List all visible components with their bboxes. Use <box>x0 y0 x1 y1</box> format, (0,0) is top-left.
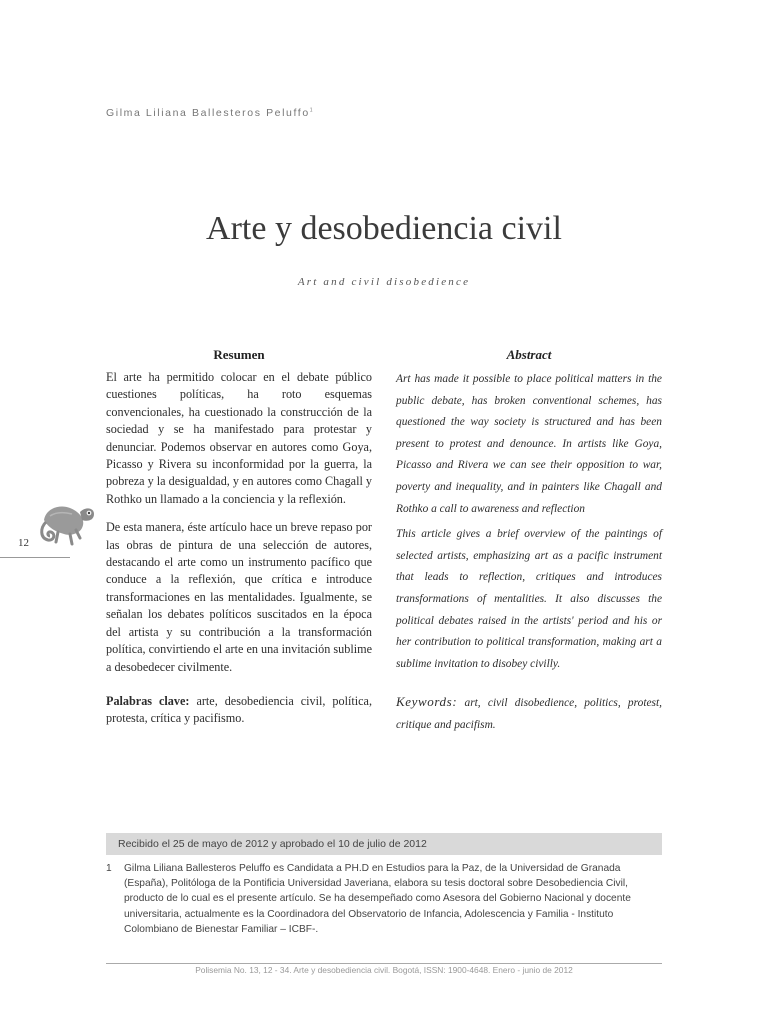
resumen-keywords <box>106 693 372 728</box>
abstract-keywords-label: Keywords: <box>396 694 458 710</box>
footnote <box>106 861 662 937</box>
chameleon-icon <box>36 494 98 553</box>
abstract-paragraph-2: This article gives a brief overview of the paintings of selected artists, emphasizing art as a pacific instrument that leads to reflection, critiques and introduces transformations of mentalities. It also discusses the political debates raised in the artists' period and his or her contribution to political transformation, making art a sublime invitation to disobey civilly. <box>396 528 662 670</box>
running-footer: Polisemia No. 13, 12 - 34. Arte y desobediencia civil. Bogotá, ISSN: 1900-4648. Enero - junio de 2012 <box>195 965 573 975</box>
abstract-heading: Abstract <box>506 347 552 362</box>
resumen-column <box>106 369 372 728</box>
author-name: Gilma Liliana Ballesteros Peluffo$^1$ <box>106 107 313 119</box>
footnote-number: 1 <box>106 863 112 874</box>
abstract-keywords <box>396 691 662 736</box>
received-date-bar: Recibido el 25 de mayo de 2012 y aprobado el 10 de julio de 2012 <box>106 833 662 855</box>
abstract-column <box>396 369 662 737</box>
resumen-heading: Resumen <box>213 347 265 362</box>
resumen-keywords-label: Palabras clave: <box>106 693 190 708</box>
footnote-text: Gilma Liliana Ballesteros Peluffo es Candidata a PH.D en Estudios para la Paz, de la Universidad de Granada (España), Politóloga de la Pontificia Universidad Javeriana, elabora su tesis doctoral sobre Desobediencia Civil, producto de lo cual es el presente artículo. Se ha desempeñado como Asesora del Gobierno Nacional y docente universitaria, actualmente es la Coordinadora del Observatorio de Infancia, Adolescencia y Familia - Instituto Colombiano de Bienestar Familiar – ICBF-. <box>124 863 631 935</box>
page-number-rule <box>0 557 70 558</box>
footer-rule <box>106 963 662 964</box>
abstract-paragraph-1: Art has made it possible to place political matters in the public debate, has broken conventional schemes, has questioned the way society is structured and has been present to protest and denounce. In artists like Goya, Picasso and Rivera we can see their opposition to war, poverty and inequality, and in painters like Chagall and Rothko a call to awareness and reflection <box>396 373 662 515</box>
resumen-paragraph-1: El arte ha permitido colocar en el debate público cuestiones políticas, ha roto esquemas convencionales, ha cuestionado la construcción de la sociedad y se ha manifestado para protestar y denunciar. Podemos observar en autores como Goya, Picasso y Rivera su inconformidad por la guerra, la pobreza y la desigualdad, y en autores como Chagall y Rothko un llamado a la conciencia y la reflexión. <box>106 370 373 506</box>
author-footnote-mark: 1 <box>309 107 313 114</box>
abstract-keywords-list: art, civil disobedience, politics, protest, critique and pacifism. <box>396 697 662 731</box>
resumen-paragraph-2: De esta manera, éste artículo hace un breve repaso por las obras de pintura de una selección de autores, destacando el arte como un instrumento pacífico que conduce a la reflexión, que crítica e introduce transformaciones en las mentalidades. Igualmente, se señalan los debates políticos suscitados en la época del artista y su contribución a la transformación política, convirtiendo el arte en una invitación sublime a desobedecer civilmente. <box>106 520 373 674</box>
page-number: 12 <box>18 537 29 549</box>
article-subtitle: Art and civil disobedience <box>297 276 471 288</box>
resumen-keywords-list: arte, desobediencia civil, política, protesta, crítica y pacifismo. <box>106 693 372 726</box>
article-title: Arte y desobediencia civil <box>206 210 562 247</box>
